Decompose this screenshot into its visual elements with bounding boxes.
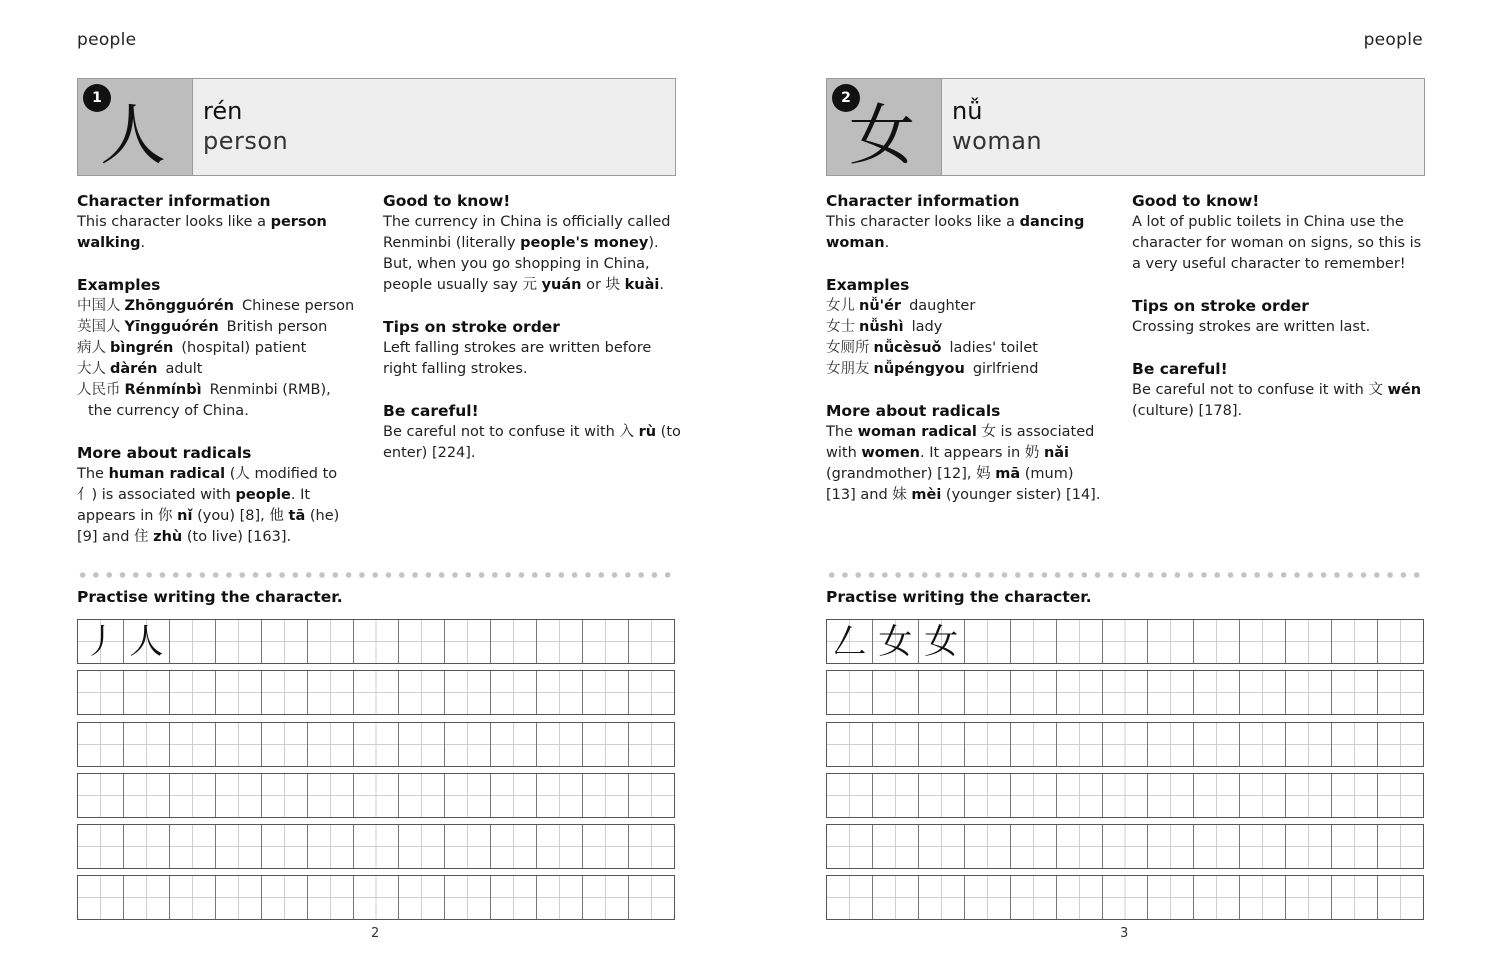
- character-pinyin: nǚ: [952, 97, 983, 125]
- practice-cell[interactable]: [1148, 876, 1194, 919]
- section-heading: Tips on stroke order: [1132, 297, 1309, 315]
- practice-cell[interactable]: [170, 876, 216, 919]
- practice-cell[interactable]: [919, 876, 965, 919]
- practice-cell[interactable]: [1332, 723, 1378, 766]
- practice-grid: [77, 619, 675, 927]
- practice-cell[interactable]: [827, 620, 873, 663]
- practice-cell[interactable]: [1148, 723, 1194, 766]
- stroke-order-character: 人: [129, 622, 164, 662]
- practice-cell[interactable]: [216, 876, 262, 919]
- practice-cell[interactable]: [1240, 671, 1286, 714]
- practice-cell[interactable]: [1103, 671, 1149, 714]
- practice-cell[interactable]: [399, 774, 445, 817]
- practice-cell[interactable]: [1103, 876, 1149, 919]
- stroke-tips-section: Tips on stroke order Crossing strokes are written last.: [1132, 295, 1432, 338]
- practice-cell[interactable]: [399, 825, 445, 868]
- practice-cell[interactable]: [629, 620, 674, 663]
- section-heading: Character information: [826, 192, 1020, 210]
- example-item: 女士 nǚshì lady: [826, 319, 943, 335]
- practice-cell[interactable]: [1011, 671, 1057, 714]
- entry-number-badge: 1: [83, 84, 111, 112]
- notes-column: [1132, 190, 1432, 442]
- section-heading: Tips on stroke order: [383, 318, 560, 336]
- radicals-section: More about radicals The human radical (人 modified to 亻) is associated with people. It appears in 你 nǐ (you) [8], 他 tā (he) [9] and 住 zhù (to live) [163].: [77, 442, 357, 548]
- practice-cell[interactable]: [1378, 825, 1423, 868]
- practice-row: [77, 824, 675, 869]
- example-item: 大人 dàrén adult: [77, 361, 203, 377]
- practice-cell[interactable]: [216, 723, 262, 766]
- practice-cell[interactable]: [354, 723, 400, 766]
- practice-cell[interactable]: [1378, 723, 1423, 766]
- practice-cell[interactable]: [1332, 876, 1378, 919]
- example-item: 中国人 Zhōngguórén Chinese person: [77, 298, 355, 314]
- practice-cell[interactable]: [1286, 825, 1332, 868]
- practice-cell[interactable]: [308, 876, 354, 919]
- practice-cell[interactable]: [308, 825, 354, 868]
- practice-cell[interactable]: [919, 671, 965, 714]
- practice-cell[interactable]: [445, 774, 491, 817]
- practice-cell[interactable]: [583, 723, 629, 766]
- practice-cell[interactable]: [124, 723, 170, 766]
- practice-cell[interactable]: [1148, 774, 1194, 817]
- practice-cell[interactable]: [1240, 825, 1286, 868]
- page-number: 2: [371, 926, 380, 941]
- practice-cell[interactable]: [873, 774, 919, 817]
- practice-cell[interactable]: [919, 825, 965, 868]
- practice-cell[interactable]: [170, 620, 216, 663]
- practice-cell[interactable]: [1148, 671, 1194, 714]
- practice-cell[interactable]: [537, 876, 583, 919]
- right-page: [750, 0, 1500, 977]
- practice-cell[interactable]: [1240, 620, 1286, 663]
- practice-cell[interactable]: [262, 774, 308, 817]
- page-number: 3: [1120, 926, 1129, 941]
- practice-cell[interactable]: [1378, 620, 1423, 663]
- practice-cell[interactable]: [1148, 620, 1194, 663]
- practice-cell[interactable]: [491, 671, 537, 714]
- practice-row: [826, 824, 1424, 869]
- practice-cell[interactable]: [491, 774, 537, 817]
- character-header: [826, 78, 1425, 176]
- practice-cell[interactable]: [537, 671, 583, 714]
- radicals-section: More about radicals The woman radical 女 is associated with women. It appears in 奶 nǎi (grandmother) [12], 妈 mā (mum) [13] and 妹 mèi (younger sister) [14].: [826, 400, 1106, 506]
- practice-row: [77, 773, 675, 818]
- practice-cell[interactable]: [216, 671, 262, 714]
- stroke-order-character: 女: [924, 622, 959, 662]
- practice-cell[interactable]: [919, 723, 965, 766]
- practice-cell[interactable]: [308, 774, 354, 817]
- practice-cell[interactable]: [1286, 774, 1332, 817]
- practice-cell[interactable]: [216, 774, 262, 817]
- practice-cell[interactable]: [1240, 876, 1286, 919]
- practice-cell[interactable]: [1057, 876, 1103, 919]
- practice-cell[interactable]: [1011, 825, 1057, 868]
- practice-cell[interactable]: [919, 774, 965, 817]
- practice-cell[interactable]: [491, 825, 537, 868]
- practice-cell[interactable]: [78, 723, 124, 766]
- practice-cell[interactable]: [1194, 671, 1240, 714]
- practice-cell[interactable]: [1332, 774, 1378, 817]
- section-heading: More about radicals: [826, 402, 1001, 420]
- practice-cell[interactable]: [583, 825, 629, 868]
- stroke-order-character: 女: [878, 622, 913, 662]
- practice-cell[interactable]: [491, 620, 537, 663]
- practice-cell[interactable]: [1332, 620, 1378, 663]
- notes-column: [383, 190, 683, 484]
- practice-cell[interactable]: [1103, 825, 1149, 868]
- section-heading: Good to know!: [383, 192, 511, 210]
- practice-cell[interactable]: [537, 825, 583, 868]
- practice-cell[interactable]: [1103, 620, 1149, 663]
- dotted-divider: [76, 572, 674, 578]
- stroke-order-character: 𠃋: [832, 622, 867, 662]
- practice-cell[interactable]: [827, 876, 873, 919]
- practice-cell[interactable]: [354, 774, 400, 817]
- running-head: people: [77, 30, 137, 50]
- practice-cell[interactable]: [629, 723, 674, 766]
- dotted-divider: [825, 572, 1423, 578]
- example-item: 病人 bìngrén (hospital) patient: [77, 340, 307, 356]
- section-heading: Examples: [77, 276, 161, 294]
- practice-cell[interactable]: [1378, 774, 1423, 817]
- practice-cell[interactable]: [1194, 876, 1240, 919]
- practice-cell[interactable]: [1057, 671, 1103, 714]
- practice-cell[interactable]: [1378, 876, 1423, 919]
- example-item: 女朋友 nǚpéngyou girlfriend: [826, 361, 1039, 377]
- practice-cell[interactable]: [262, 723, 308, 766]
- section-heading: Be careful!: [1132, 360, 1228, 378]
- character-pinyin: rén: [203, 97, 243, 125]
- practice-cell[interactable]: [583, 671, 629, 714]
- info-column: [826, 190, 1106, 526]
- practice-cell[interactable]: [965, 620, 1011, 663]
- practice-cell[interactable]: [78, 671, 124, 714]
- entry-number-badge: 2: [832, 84, 860, 112]
- practice-cell[interactable]: [78, 876, 124, 919]
- practice-cell[interactable]: [445, 671, 491, 714]
- main-character: 人: [100, 97, 166, 174]
- practice-cell[interactable]: [1011, 774, 1057, 817]
- practice-cell[interactable]: [1057, 620, 1103, 663]
- example-item: 女儿 nǚ'ér daughter: [826, 298, 976, 314]
- practice-cell[interactable]: [965, 774, 1011, 817]
- practice-cell[interactable]: [1103, 723, 1149, 766]
- section-heading: Character information: [77, 192, 271, 210]
- practice-cell[interactable]: [827, 825, 873, 868]
- practice-cell[interactable]: [537, 620, 583, 663]
- practice-cell[interactable]: [873, 671, 919, 714]
- practice-cell[interactable]: [491, 876, 537, 919]
- practice-row: [826, 773, 1424, 818]
- practice-cell[interactable]: [216, 825, 262, 868]
- practice-cell[interactable]: [445, 723, 491, 766]
- practice-cell[interactable]: [124, 774, 170, 817]
- running-head: people: [1363, 30, 1423, 50]
- practice-cell[interactable]: [124, 620, 170, 663]
- character-meaning: woman: [952, 127, 1043, 155]
- practice-cell[interactable]: [170, 723, 216, 766]
- practice-cell[interactable]: [354, 671, 400, 714]
- practice-cell[interactable]: [873, 723, 919, 766]
- practice-cell[interactable]: [124, 671, 170, 714]
- practice-cell[interactable]: [629, 774, 674, 817]
- practice-cell[interactable]: [170, 671, 216, 714]
- practice-cell[interactable]: [1332, 671, 1378, 714]
- practice-cell[interactable]: [873, 876, 919, 919]
- practice-cell[interactable]: [537, 774, 583, 817]
- practice-cell[interactable]: [827, 774, 873, 817]
- practice-cell[interactable]: [919, 620, 965, 663]
- character-header: [77, 78, 676, 176]
- practice-cell[interactable]: [308, 671, 354, 714]
- practice-grid: [826, 619, 1424, 927]
- practice-cell[interactable]: [1057, 825, 1103, 868]
- practice-cell[interactable]: [1240, 774, 1286, 817]
- character-cell: [827, 79, 942, 175]
- practice-cell[interactable]: [629, 876, 674, 919]
- practice-row: [826, 670, 1424, 715]
- practice-cell[interactable]: [965, 671, 1011, 714]
- practice-cell[interactable]: [873, 825, 919, 868]
- character-cell: [78, 79, 193, 175]
- practice-cell[interactable]: [1194, 825, 1240, 868]
- practice-cell[interactable]: [583, 620, 629, 663]
- practice-cell[interactable]: [216, 620, 262, 663]
- practice-cell[interactable]: [262, 825, 308, 868]
- character-meaning: person: [203, 127, 289, 155]
- practice-cell[interactable]: [583, 774, 629, 817]
- practice-cell[interactable]: [965, 825, 1011, 868]
- practice-cell[interactable]: [78, 825, 124, 868]
- character-information-section: Character information This character looks like a person walking.: [77, 190, 357, 254]
- practice-cell[interactable]: [965, 876, 1011, 919]
- practice-cell[interactable]: [262, 671, 308, 714]
- practice-row: [77, 619, 675, 664]
- practice-cell[interactable]: [1057, 774, 1103, 817]
- be-careful-section: Be careful! Be careful not to confuse it with 入 rù (to enter) [224].: [383, 400, 683, 464]
- practice-cell[interactable]: [491, 723, 537, 766]
- practice-cell[interactable]: [124, 876, 170, 919]
- practice-cell[interactable]: [537, 723, 583, 766]
- practice-row: [826, 875, 1424, 920]
- practice-cell[interactable]: [583, 876, 629, 919]
- practice-cell[interactable]: [78, 774, 124, 817]
- practice-cell[interactable]: [827, 671, 873, 714]
- section-heading: More about radicals: [77, 444, 252, 462]
- practice-cell[interactable]: [1057, 723, 1103, 766]
- practice-cell[interactable]: [262, 620, 308, 663]
- practice-cell[interactable]: [1286, 620, 1332, 663]
- practice-row: [77, 875, 675, 920]
- stroke-order-character: 丿: [83, 622, 118, 662]
- practice-title: Practise writing the character.: [826, 588, 1092, 606]
- practice-cell[interactable]: [1332, 825, 1378, 868]
- practice-cell[interactable]: [1194, 620, 1240, 663]
- practice-cell[interactable]: [1240, 723, 1286, 766]
- practice-cell[interactable]: [827, 723, 873, 766]
- practice-cell[interactable]: [1148, 825, 1194, 868]
- good-to-know-section: Good to know! The currency in China is officially called Renminbi (literally people's money). But, when you go shopping in China, people usually say 元 yuán or 块 kuài.: [383, 190, 683, 296]
- practice-title: Practise writing the character.: [77, 588, 343, 606]
- practice-cell[interactable]: [170, 774, 216, 817]
- practice-cell[interactable]: [445, 620, 491, 663]
- practice-cell[interactable]: [262, 876, 308, 919]
- examples-section: [77, 274, 357, 422]
- section-heading: Good to know!: [1132, 192, 1260, 210]
- main-character: 女: [849, 97, 915, 174]
- example-item: 女厕所 nǚcèsuǒ ladies' toilet: [826, 340, 1038, 356]
- practice-cell[interactable]: [1194, 774, 1240, 817]
- practice-cell[interactable]: [354, 825, 400, 868]
- practice-cell[interactable]: [399, 723, 445, 766]
- practice-cell[interactable]: [399, 671, 445, 714]
- practice-cell[interactable]: [1194, 723, 1240, 766]
- practice-row: [77, 722, 675, 767]
- practice-cell[interactable]: [1011, 620, 1057, 663]
- section-heading: Be careful!: [383, 402, 479, 420]
- practice-cell[interactable]: [170, 825, 216, 868]
- practice-cell[interactable]: [399, 620, 445, 663]
- practice-cell[interactable]: [1286, 723, 1332, 766]
- practice-cell[interactable]: [124, 825, 170, 868]
- practice-cell[interactable]: [445, 876, 491, 919]
- example-item: 人民币 Rénmínbì Renminbi (RMB), the currency of China.: [77, 382, 331, 419]
- be-careful-section: Be careful! Be careful not to confuse it with 文 wén (culture) [178].: [1132, 358, 1432, 422]
- practice-cell[interactable]: [399, 876, 445, 919]
- practice-cell[interactable]: [873, 620, 919, 663]
- practice-cell[interactable]: [1103, 774, 1149, 817]
- info-column: [77, 190, 357, 568]
- practice-cell[interactable]: [354, 620, 400, 663]
- stroke-tips-section: Tips on stroke order Left falling strokes are written before right falling strokes.: [383, 316, 683, 380]
- practice-cell[interactable]: [629, 671, 674, 714]
- practice-cell[interactable]: [78, 620, 124, 663]
- practice-cell[interactable]: [308, 723, 354, 766]
- practice-cell[interactable]: [629, 825, 674, 868]
- practice-cell[interactable]: [354, 876, 400, 919]
- practice-cell[interactable]: [965, 723, 1011, 766]
- good-to-know-section: Good to know! A lot of public toilets in China use the character for woman on signs, so this is a very useful character to remember!: [1132, 190, 1432, 275]
- practice-cell[interactable]: [308, 620, 354, 663]
- practice-row: [826, 722, 1424, 767]
- practice-cell[interactable]: [445, 825, 491, 868]
- examples-section: [826, 274, 1106, 380]
- practice-cell[interactable]: [1378, 671, 1423, 714]
- practice-cell[interactable]: [1011, 723, 1057, 766]
- practice-cell[interactable]: [1286, 876, 1332, 919]
- practice-cell[interactable]: [1286, 671, 1332, 714]
- section-heading: Examples: [826, 276, 910, 294]
- character-information-section: Character information This character looks like a dancing woman.: [826, 190, 1106, 254]
- practice-cell[interactable]: [1011, 876, 1057, 919]
- practice-row: [826, 619, 1424, 664]
- example-item: 英国人 Yīngguórén British person: [77, 319, 328, 335]
- practice-row: [77, 670, 675, 715]
